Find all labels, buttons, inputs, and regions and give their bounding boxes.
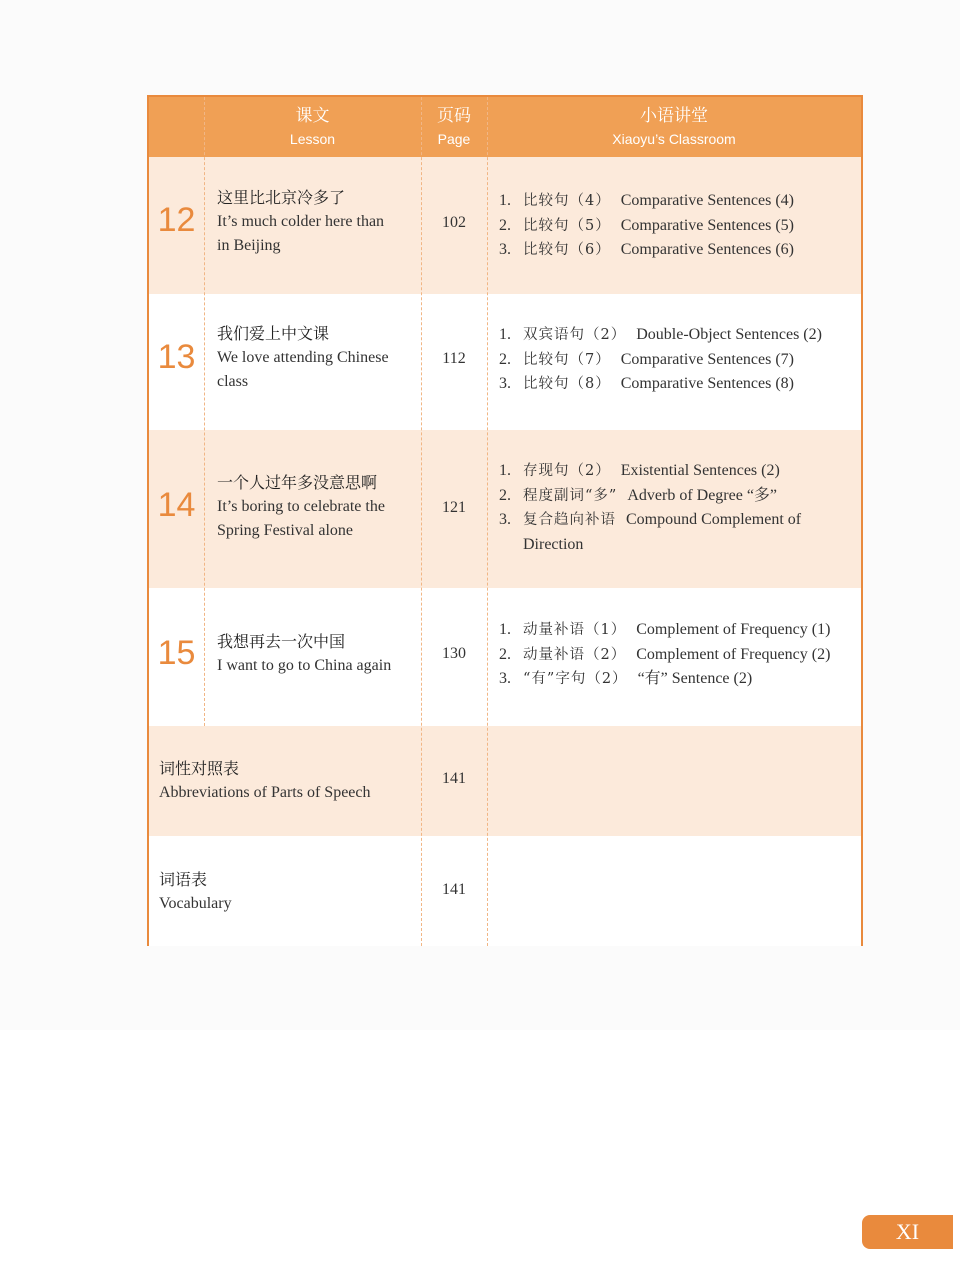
classroom-item: 2. 比较句（5） Comparative Sentences (5) xyxy=(499,216,795,234)
header-classroom-zh: 小语讲堂 xyxy=(640,106,708,126)
toc-header xyxy=(149,97,861,157)
lesson-title-en-line2: class xyxy=(217,373,249,390)
lesson-row-14[interactable] xyxy=(149,430,861,588)
classroom-item: 1. 存现句（2） Existential Sentences (2) xyxy=(499,462,780,479)
appendix-page-number: 141 xyxy=(442,770,466,787)
column-divider xyxy=(487,97,488,946)
classroom-item: 2. 程度副词“多” Adverb of Degree “多” xyxy=(499,486,778,504)
lesson-title-en-line2: Spring Festival alone xyxy=(217,522,353,539)
appendix-title-en: Abbreviations of Parts of Speech xyxy=(159,784,371,801)
lesson-title-zh: 我们爱上中文课 xyxy=(217,324,330,343)
classroom-item: 3. “有”字句（2） “有” Sentence (2) xyxy=(499,670,753,687)
classroom-items xyxy=(499,189,861,263)
lesson-title[interactable] xyxy=(217,630,417,678)
lesson-title-zh: 这里比北京冷多了 xyxy=(217,188,346,207)
header-lesson xyxy=(204,105,421,149)
lesson-row-15[interactable] xyxy=(149,588,861,726)
lesson-title-zh: 我想再去一次中国 xyxy=(217,632,346,651)
lesson-title-en-line1: It’s boring to celebrate the xyxy=(217,498,385,515)
header-page-en: Page xyxy=(437,131,471,147)
header-page xyxy=(421,105,487,149)
lesson-number: 14 xyxy=(157,486,196,524)
classroom-item: 3. 比较句（6） Comparative Sentences (6) xyxy=(499,241,795,258)
lesson-title[interactable] xyxy=(217,186,417,258)
classroom-item: 1. 双宾语句（2） Double-Object Sentences (2) xyxy=(499,326,822,343)
appendix-title-zh: 词语表 xyxy=(159,870,208,889)
header-lesson-en: Lesson xyxy=(289,131,336,147)
lesson-number: 15 xyxy=(157,634,196,672)
column-divider xyxy=(421,97,422,946)
lesson-title-zh: 一个人过年多没意思啊 xyxy=(217,473,378,492)
classroom-item: 2. 动量补语（2） Complement of Frequency (2) xyxy=(499,645,831,663)
header-classroom xyxy=(487,105,861,149)
lesson-title-en-line1: It’s much colder here than xyxy=(217,213,385,230)
appendix-row-vocabulary[interactable] xyxy=(149,836,861,946)
page-number-badge: XI xyxy=(862,1215,953,1249)
appendix-title-zh: 词性对照表 xyxy=(159,759,240,778)
classroom-items xyxy=(499,323,861,397)
classroom-item: 3. 比较句（8） Comparative Sentences (8) xyxy=(499,375,795,392)
lesson-title-en-line2: in Beijing xyxy=(217,237,281,254)
lesson-number: 13 xyxy=(157,338,196,376)
lesson-page-number: 121 xyxy=(442,499,466,516)
header-page-zh: 页码 xyxy=(437,106,471,126)
lesson-title-en-line1: We love attending Chinese xyxy=(217,349,389,366)
appendix-title[interactable] xyxy=(159,757,419,805)
classroom-item: 2. 比较句（7） Comparative Sentences (7) xyxy=(499,350,795,368)
lesson-page-number: 102 xyxy=(442,214,466,231)
classroom-item: 3. 复合趋向补语 Compound Complement of Direction xyxy=(499,511,802,553)
lesson-title[interactable] xyxy=(217,471,417,543)
page-bottom-margin xyxy=(0,1030,960,1285)
lesson-row-13[interactable] xyxy=(149,294,861,430)
classroom-item: 1. 动量补语（1） Complement of Frequency (1) xyxy=(499,621,831,638)
lesson-page-number: 112 xyxy=(442,350,466,367)
classroom-items xyxy=(499,459,861,557)
appendix-title[interactable] xyxy=(159,868,419,916)
appendix-page-number: 141 xyxy=(442,881,466,898)
appendix-row-abbreviations[interactable] xyxy=(149,726,861,836)
appendix-title-en: Vocabulary xyxy=(159,895,232,912)
lesson-page-number: 130 xyxy=(442,645,466,662)
classroom-items xyxy=(499,618,861,692)
table-of-contents xyxy=(147,95,863,946)
lesson-title[interactable] xyxy=(217,322,417,394)
classroom-item: 1. 比较句（4） Comparative Sentences (4) xyxy=(499,192,795,209)
lesson-row-12[interactable] xyxy=(149,157,861,294)
header-classroom-en: Xiaoyu’s Classroom xyxy=(612,131,736,147)
column-divider xyxy=(204,97,205,726)
header-lesson-zh: 课文 xyxy=(295,106,330,126)
lesson-number: 12 xyxy=(157,201,196,239)
lesson-title-en-line1: I want to go to China again xyxy=(217,657,392,674)
